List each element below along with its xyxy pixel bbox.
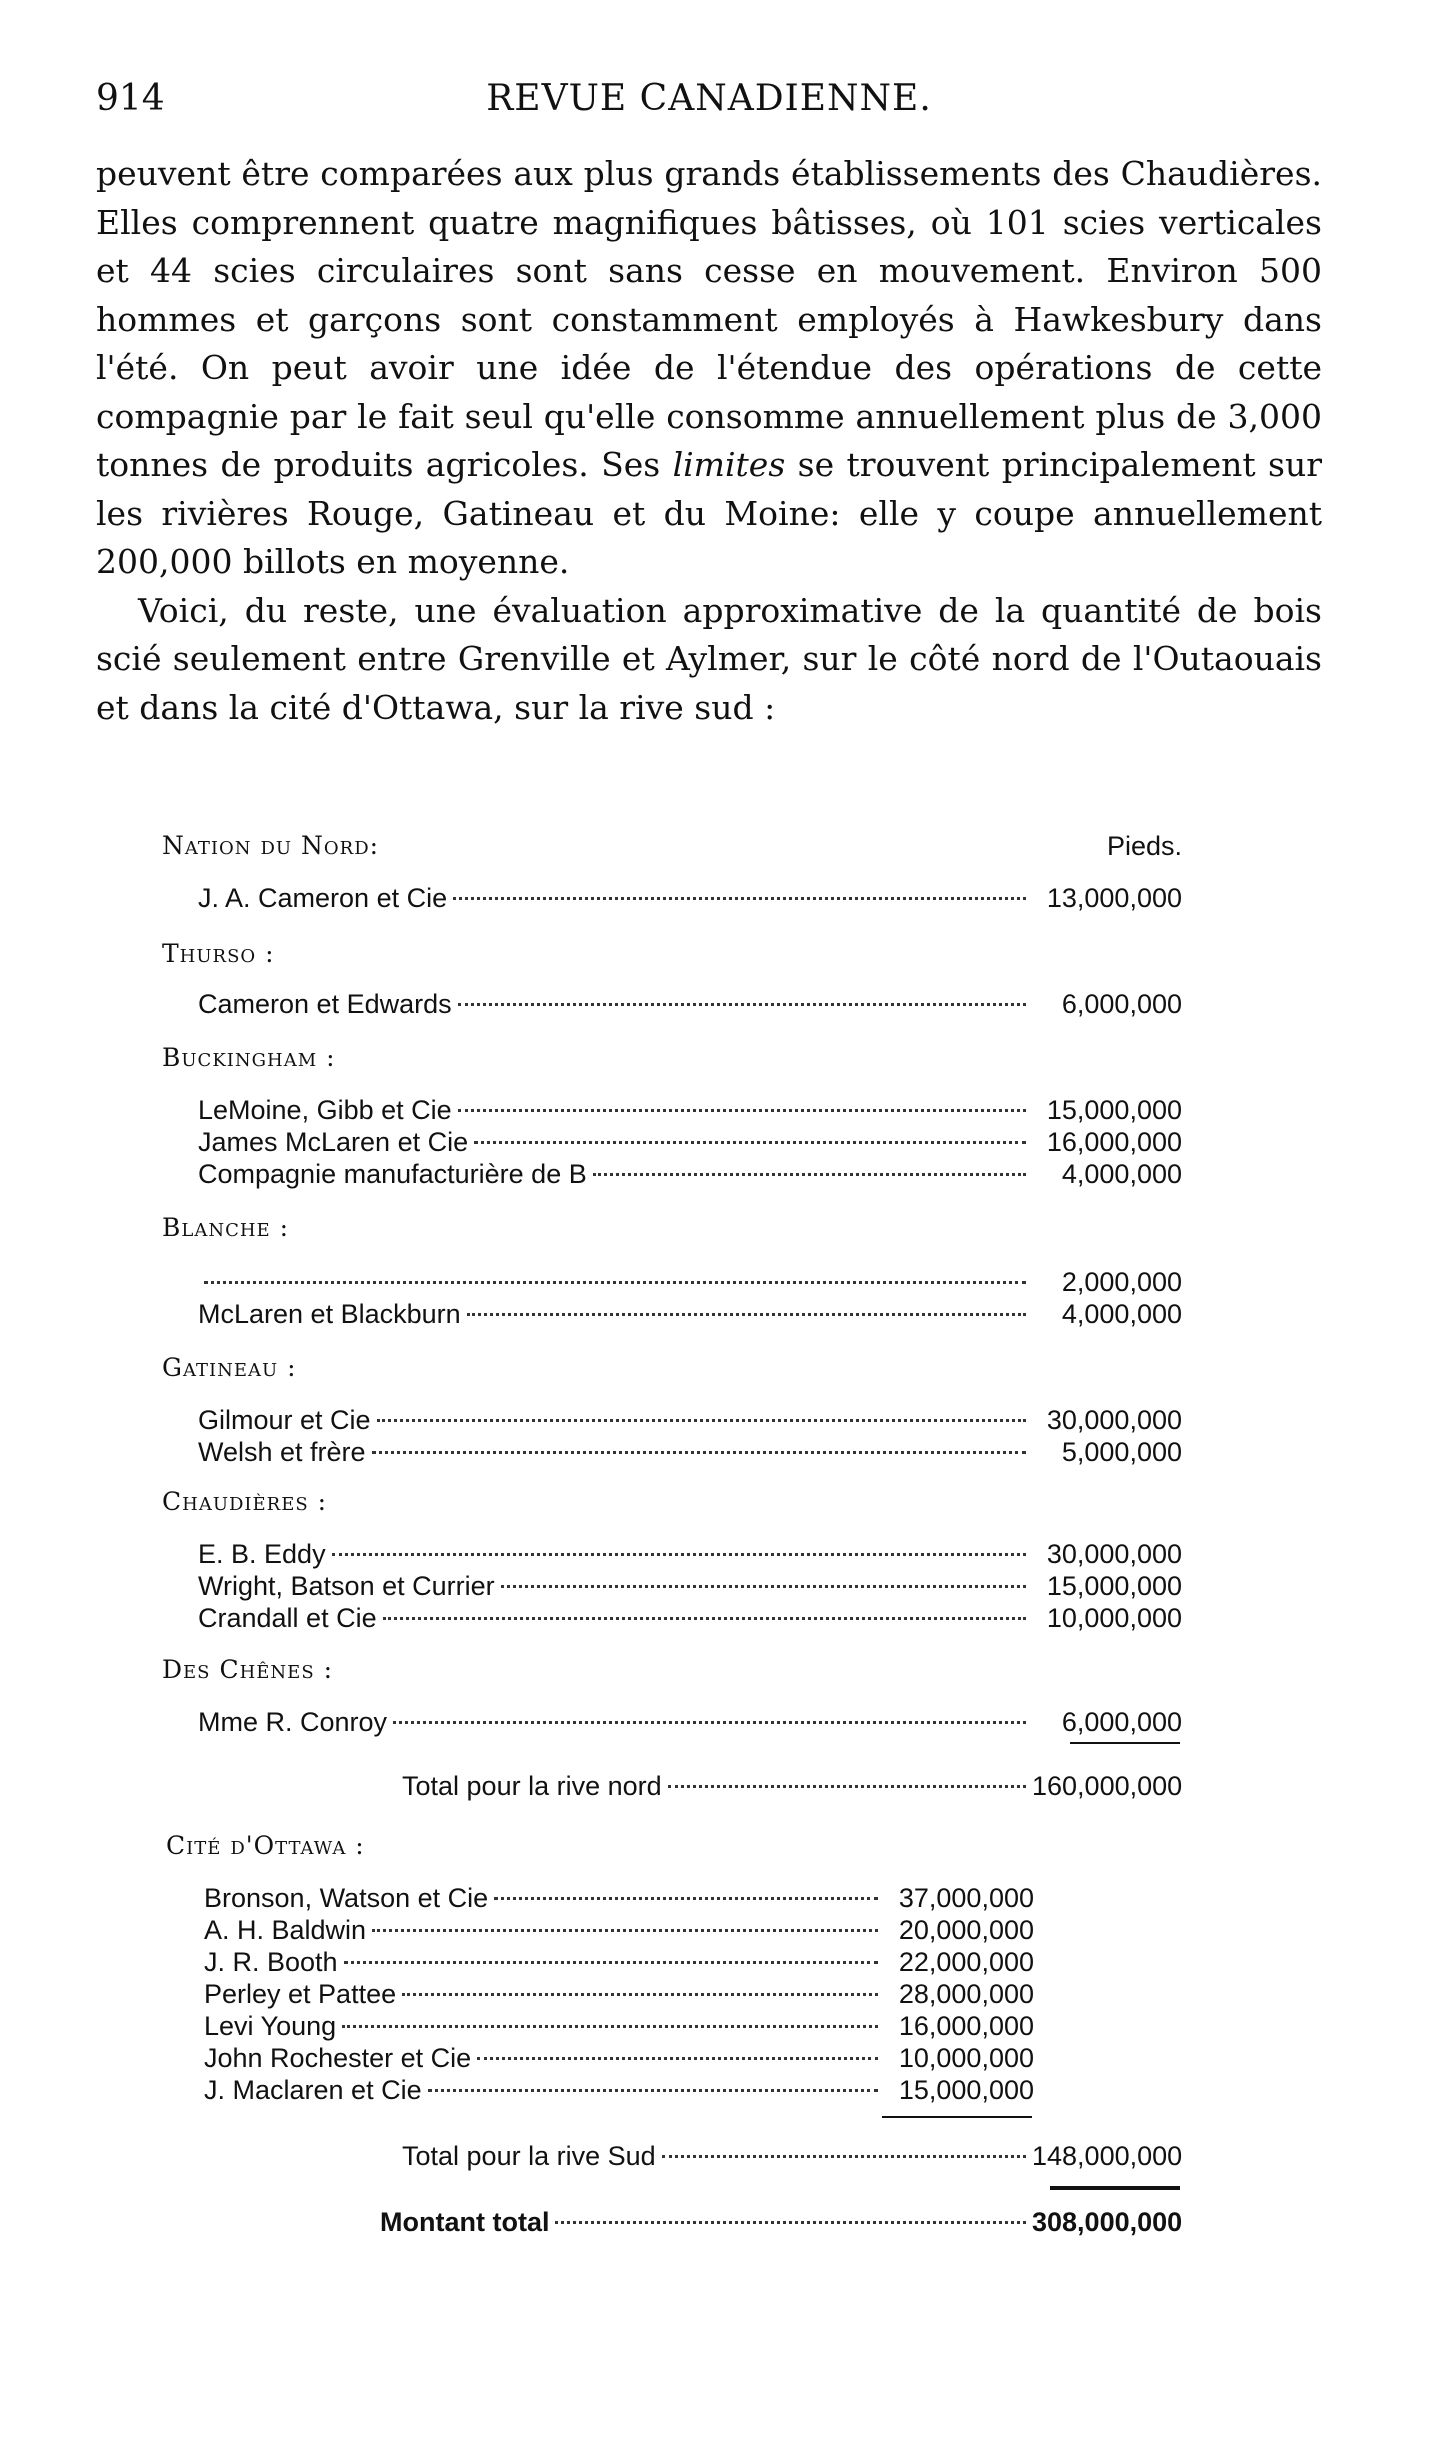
table-row xyxy=(162,1978,1222,2010)
table-row xyxy=(162,1706,1222,1738)
table-row xyxy=(162,988,1222,1020)
entry-name: Welsh et frère xyxy=(198,1437,366,1467)
table-row xyxy=(162,1602,1222,1634)
entry-value: 6,000,000 xyxy=(1061,989,1182,1019)
entry-value: 4,000,000 xyxy=(1061,1299,1182,1329)
entry-value: 10,000,000 xyxy=(1046,1603,1182,1633)
table-row xyxy=(162,2074,1222,2106)
entry-value: 6,000,000 xyxy=(1061,1707,1182,1737)
sum-rule xyxy=(1050,2186,1180,2190)
table-row xyxy=(162,1538,1222,1570)
grand-total-row xyxy=(162,2206,1222,2238)
paragraph-hawkesbury: peuvent être comparées aux plus grands établissements des Chaudières. Elles comprennent quatre magnifiques bâtisses, où 101 scies verticales et 44 scies circulaires sont sans cesse en mouvement. Environ 500 hommes et garçons sont constamment employés à Hawkesbury dans l'été. On peut avoir une idée de l'étendue des opérations de cette compagnie par le fait seul qu'elle consomme annuellement plus de 3,000 tonnes de produits agricoles. Ses limites se trouvent principalement sur les rivières Rouge, Gatineau et du Moine: elle y coupe annuellement 200,000 billots en moyenne. xyxy=(96,154,1322,581)
table-row xyxy=(162,1570,1222,1602)
entry-value: 15,000,000 xyxy=(1046,1095,1182,1125)
sum-rule xyxy=(1070,1742,1180,1744)
table-row xyxy=(162,1126,1222,1158)
entry-name: Levi Young xyxy=(204,2011,337,2041)
entry-value: 4,000,000 xyxy=(1061,1159,1182,1189)
entry-name: LeMoine, Gibb et Cie xyxy=(198,1095,452,1125)
section-heading: Chaudières : xyxy=(162,1487,328,1516)
table-row xyxy=(162,1158,1222,1190)
section-heading: Nation du Nord: xyxy=(162,831,380,860)
entry-name: Gilmour et Cie xyxy=(198,1405,371,1435)
section-row xyxy=(162,1212,1222,1244)
entry-name: Wright, Batson et Currier xyxy=(198,1571,495,1601)
entry-name: Compagnie manufacturière de B xyxy=(198,1159,587,1189)
table-row xyxy=(162,1882,1222,1914)
page-header xyxy=(96,78,1322,128)
entry-value: 22,000,000 xyxy=(898,1947,1034,1977)
entry-name: McLaren et Blackburn xyxy=(198,1299,461,1329)
section-heading: Des Chênes : xyxy=(162,1655,334,1684)
entry-name: John Rochester et Cie xyxy=(204,2043,472,2073)
body-text xyxy=(96,150,1322,732)
italic-limites: limites xyxy=(672,445,786,484)
entry-value: 30,000,000 xyxy=(1046,1405,1182,1435)
table-row xyxy=(162,1914,1222,1946)
entry-value: 15,000,000 xyxy=(1046,1571,1182,1601)
table-row xyxy=(162,1094,1222,1126)
entry-name: Perley et Pattee xyxy=(204,1979,397,2009)
table-row xyxy=(162,1436,1222,1468)
entry-value: 37,000,000 xyxy=(898,1883,1034,1913)
section-row xyxy=(162,938,1222,970)
section-heading: Blanche : xyxy=(162,1213,290,1242)
total-sud-value: 148,000,000 xyxy=(1032,2141,1183,2171)
paragraph-evaluation: Voici, du reste, une évaluation approximative de la quantité de bois scié seulement entre Grenville et Aylmer, sur le côté nord de l'Outaouais et dans la cité d'Ottawa, sur la rive sud : xyxy=(96,590,1322,727)
total-nord-label: Total pour la rive nord xyxy=(402,1771,662,1801)
entry-value: 30,000,000 xyxy=(1046,1539,1182,1569)
section-heading: Cité d'Ottawa : xyxy=(166,1831,365,1860)
entry-name: J. R. Booth xyxy=(204,1947,338,1977)
entry-name: E. B. Eddy xyxy=(198,1539,326,1569)
table-row xyxy=(162,1946,1222,1978)
entry-value: 16,000,000 xyxy=(1046,1127,1182,1157)
entry-name: Cameron et Edwards xyxy=(198,989,452,1019)
entry-name: Crandall et Cie xyxy=(198,1603,377,1633)
entry-name: J. Maclaren et Cie xyxy=(204,2075,422,2105)
section-heading: Buckingham : xyxy=(162,1043,336,1072)
total-nord-value: 160,000,000 xyxy=(1032,1771,1183,1801)
entry-name: A. H. Baldwin xyxy=(204,1915,367,1945)
page-number: 914 xyxy=(96,78,165,119)
section-heading: Thurso : xyxy=(162,939,275,968)
entry-name: James McLaren et Cie xyxy=(198,1127,469,1157)
section-row xyxy=(162,1486,1222,1518)
table-row xyxy=(162,1404,1222,1436)
entry-value: 13,000,000 xyxy=(1046,883,1182,913)
section-row xyxy=(162,830,1222,862)
sum-rule xyxy=(882,2116,1032,2118)
grand-total-label: Montant total xyxy=(380,2207,550,2237)
entry-value: 20,000,000 xyxy=(898,1915,1034,1945)
section-row xyxy=(162,1352,1222,1384)
entry-name: J. A. Cameron et Cie xyxy=(198,883,448,913)
entry-value: 16,000,000 xyxy=(898,2011,1034,2041)
entry-value: 2,000,000 xyxy=(1061,1267,1182,1297)
table-row xyxy=(162,2010,1222,2042)
entry-name: Mme R. Conroy xyxy=(198,1707,388,1737)
table-row xyxy=(162,2042,1222,2074)
running-title: REVUE CANADIENNE. xyxy=(486,78,932,119)
section-row xyxy=(162,1830,1222,1862)
entry-value: 5,000,000 xyxy=(1061,1437,1182,1467)
entry-value: 28,000,000 xyxy=(898,1979,1034,2009)
entry-name: Bronson, Watson et Cie xyxy=(204,1883,489,1913)
section-heading: Gatineau : xyxy=(162,1353,297,1382)
entry-value: 15,000,000 xyxy=(898,2075,1034,2105)
table-row xyxy=(162,1298,1222,1330)
total-sud-label: Total pour la rive Sud xyxy=(402,2141,656,2171)
total-row xyxy=(162,2140,1222,2172)
table-row xyxy=(162,882,1222,914)
section-row xyxy=(162,1042,1222,1074)
entry-value: 10,000,000 xyxy=(898,2043,1034,2073)
table-row xyxy=(162,1266,1222,1298)
grand-total-value: 308,000,000 xyxy=(1032,2207,1183,2237)
total-row xyxy=(162,1770,1222,1802)
section-row xyxy=(162,1654,1222,1686)
unit-label: Pieds. xyxy=(1106,831,1182,861)
